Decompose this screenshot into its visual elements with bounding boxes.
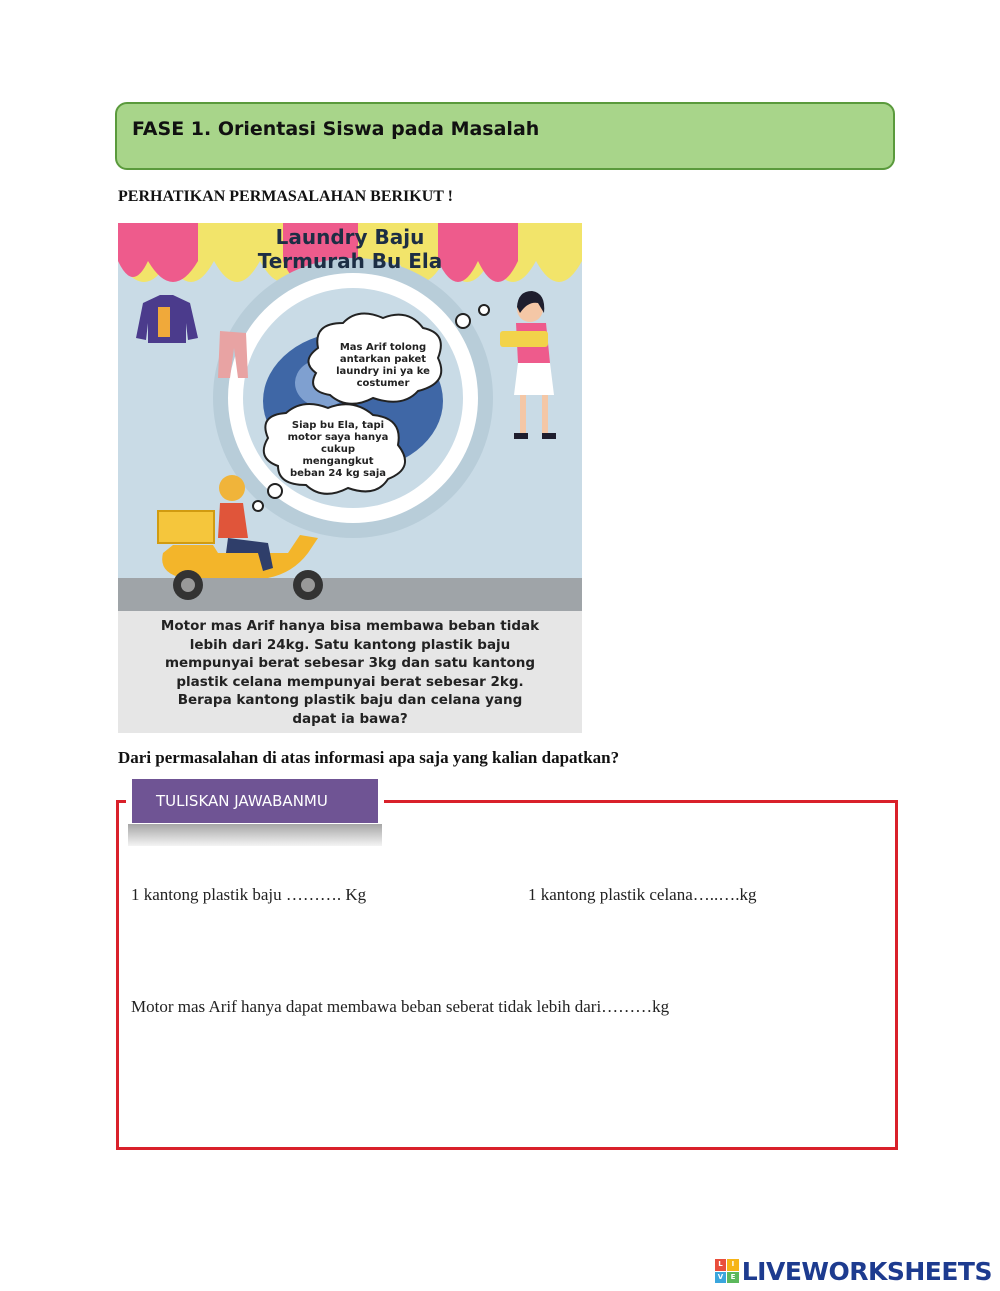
- speech-bubble-courier: [283, 420, 393, 480]
- logo-letter: V: [715, 1272, 727, 1284]
- bubble-line: antarkan paket: [339, 354, 427, 365]
- instruction-text: PERHATIKAN PERMASALAHAN BERIKUT !: [118, 188, 453, 205]
- caption-line: Motor mas Arif hanya bisa membawa beban tidak: [160, 618, 540, 634]
- illustration-title-line2: Termurah Bu Ela: [257, 249, 443, 273]
- brand-text: LIVEWORKSHEETS: [741, 1256, 992, 1286]
- answer-pants-weight[interactable]: 1 kantong plastik celana…..….kg: [528, 885, 757, 904]
- answer-tab-shadow: [128, 824, 382, 846]
- logo-letter: L: [715, 1259, 727, 1271]
- illustration-title-line1: Laundry Baju: [275, 225, 425, 249]
- phase-title: FASE 1. Orientasi Siswa pada Masalah: [132, 118, 540, 140]
- answer-shirt-weight[interactable]: 1 kantong plastik baju ………. Kg: [131, 885, 367, 904]
- illustration-title: [118, 225, 582, 273]
- answer-box: [116, 800, 898, 1150]
- liveworksheets-brand: [715, 1257, 992, 1285]
- liveworksheets-logo-icon: [715, 1259, 739, 1283]
- caption-line: plastik celana mempunyai berat sebesar 2kg.: [176, 673, 524, 690]
- logo-letter: E: [727, 1272, 739, 1284]
- bubble-line: laundry ini ya ke: [336, 366, 430, 377]
- bubble-line: Mas Arif tolong: [339, 342, 427, 353]
- caption-line: mempunyai berat sebesar 3kg dan satu kantong: [164, 655, 536, 671]
- bubble-line: cukup: [321, 444, 355, 455]
- bubble-line: beban 24 kg saja: [289, 468, 386, 479]
- answer-tab-label: TULISKAN JAWABANMU: [132, 779, 378, 823]
- bubble-line: mengangkut: [302, 456, 374, 467]
- speech-bubble-shopkeeper: [333, 342, 433, 390]
- problem-illustration: [118, 223, 582, 733]
- phase-header: [115, 102, 895, 170]
- bubble-line: motor saya hanya: [287, 432, 389, 443]
- caption-line: dapat ia bawa?: [292, 710, 408, 727]
- answer-max-load[interactable]: Motor mas Arif hanya dapat membawa beban seberat tidak lebih dari………kg: [131, 997, 670, 1016]
- caption-line: Berapa kantong plastik baju dan celana yang: [177, 692, 523, 708]
- problem-caption: [118, 611, 582, 733]
- bubble-line: Siap bu Ela, tapi: [291, 420, 385, 431]
- bubble-line: costumer: [356, 378, 410, 389]
- question-text: Dari permasalahan di atas informasi apa saja yang kalian dapatkan?: [118, 748, 620, 767]
- logo-letter: I: [727, 1259, 739, 1271]
- caption-line: lebih dari 24kg. Satu kantong plastik baju: [189, 636, 511, 653]
